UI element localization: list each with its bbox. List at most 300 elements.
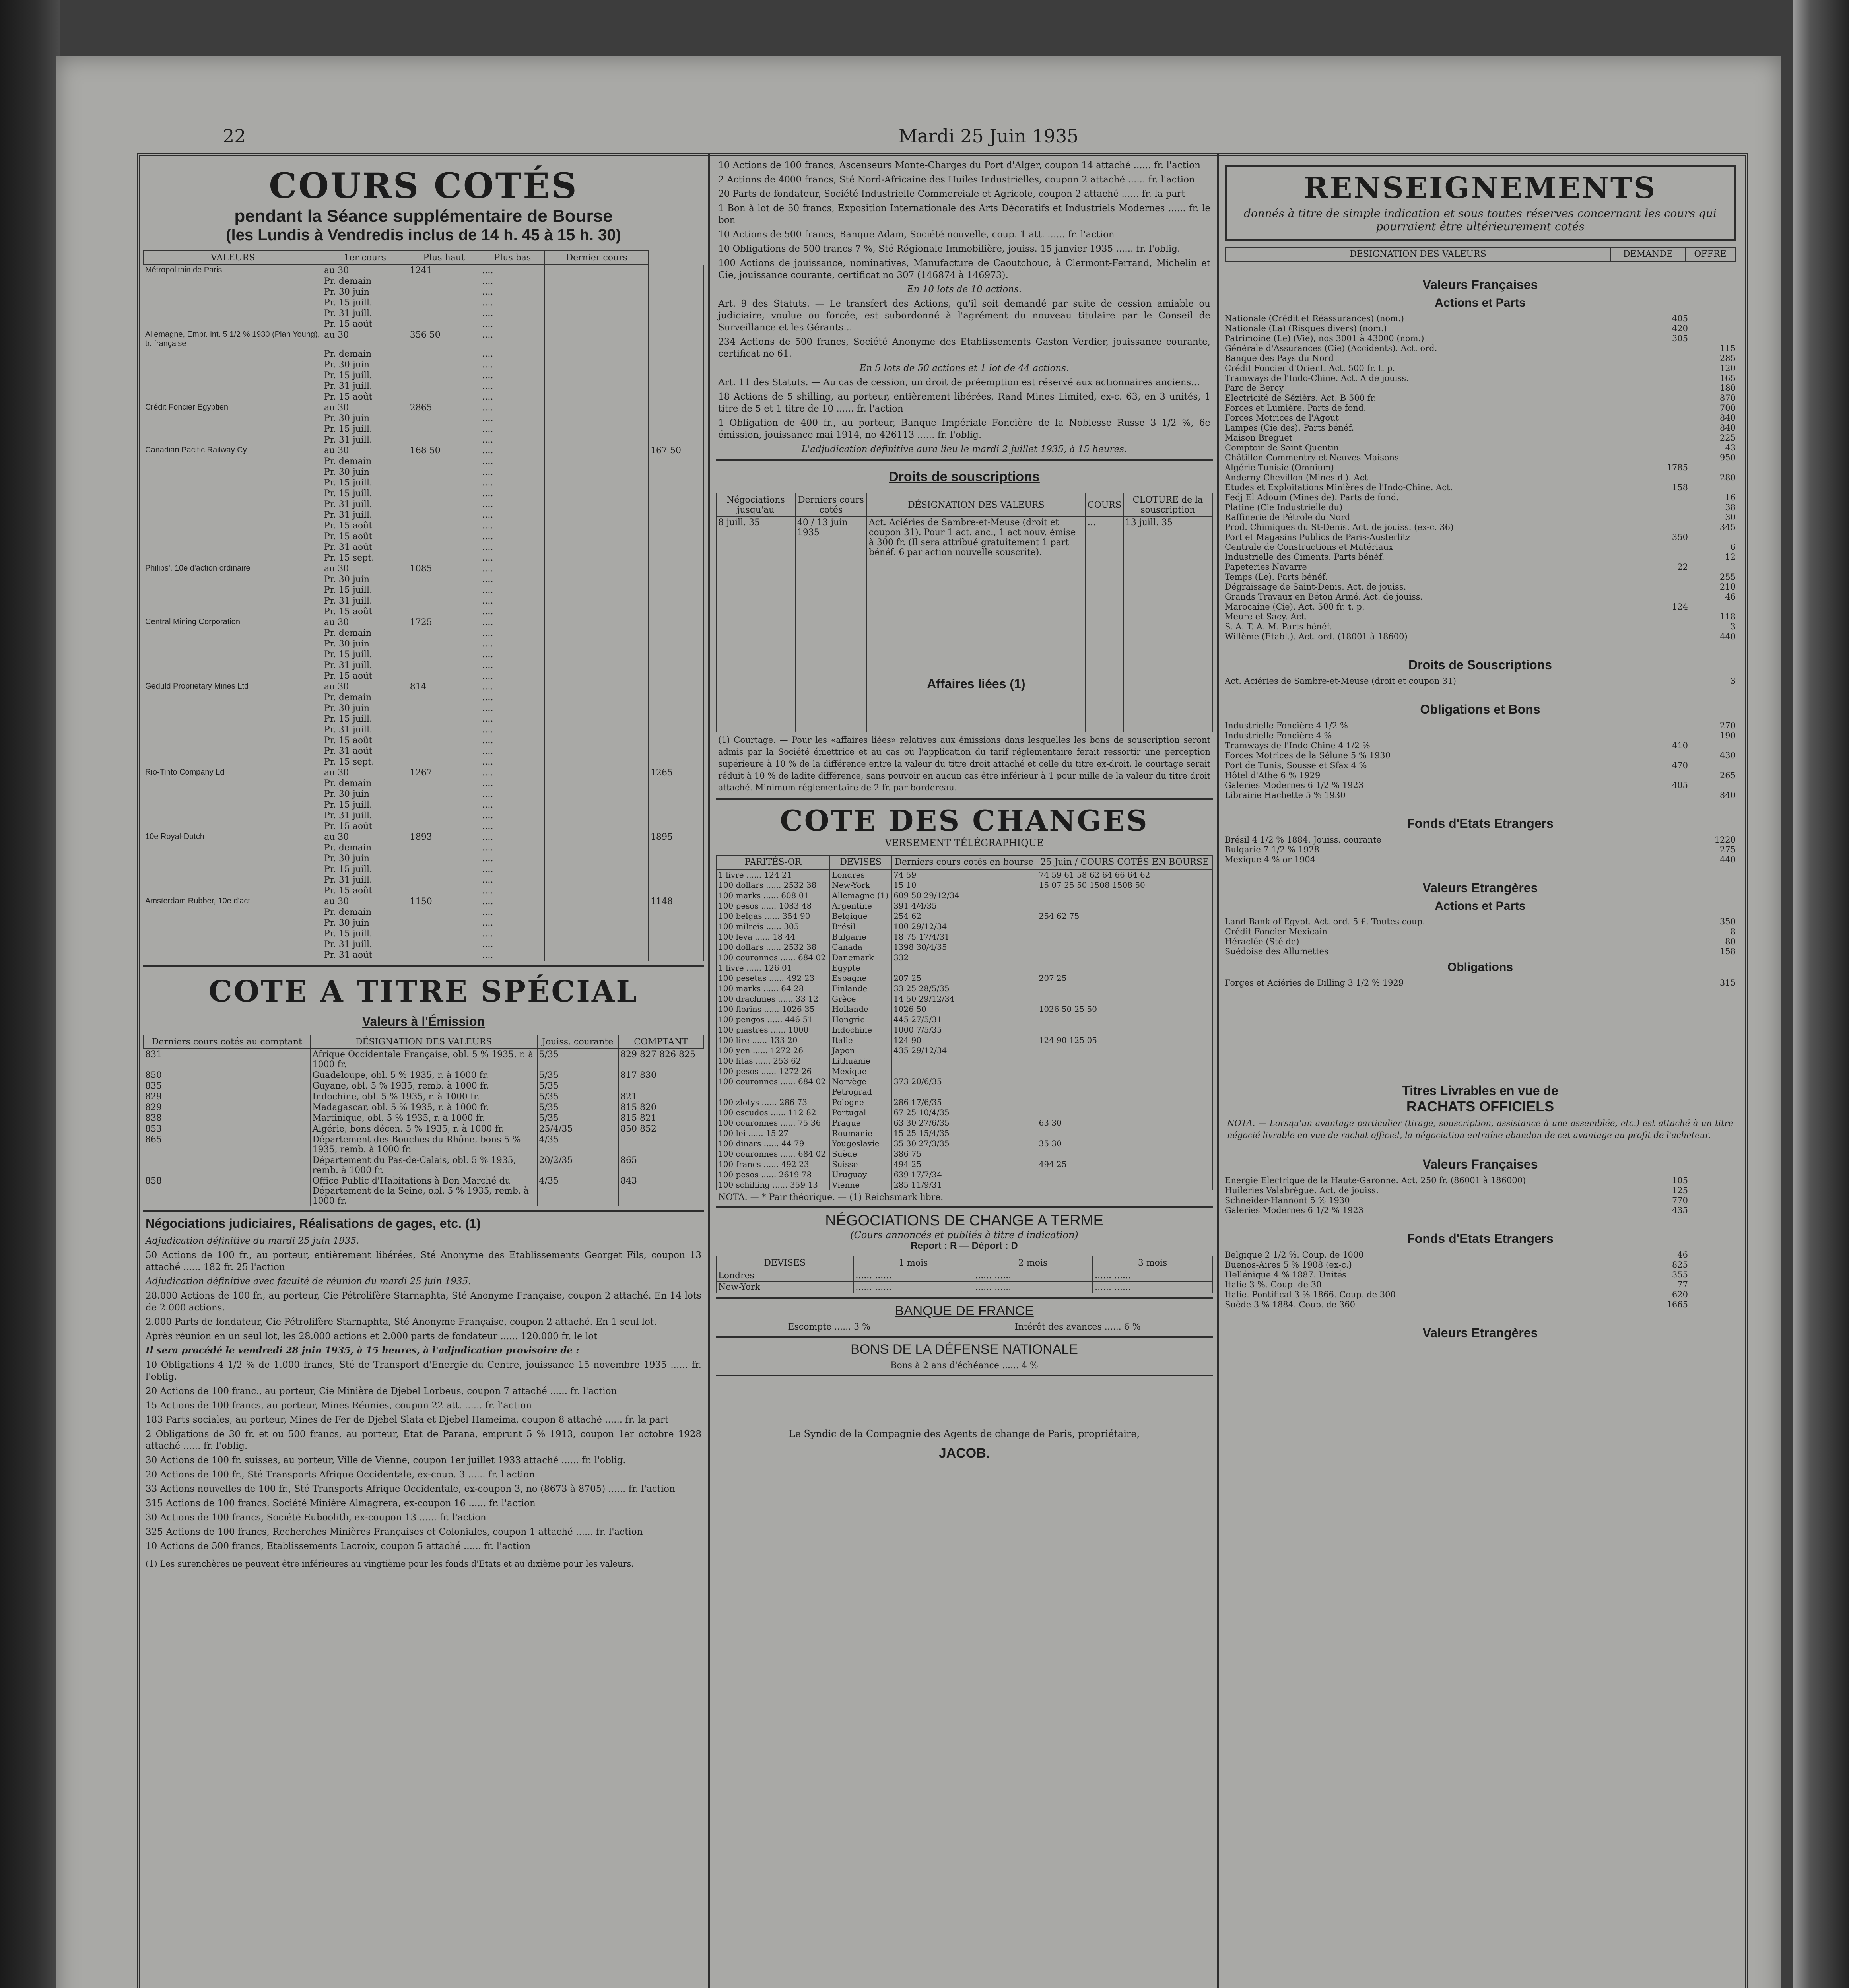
changes-dernier: 373 20/6/35 bbox=[891, 1076, 1037, 1087]
changes-cours bbox=[1037, 901, 1212, 911]
table-row bbox=[716, 1118, 1212, 1128]
valeur-first bbox=[408, 349, 480, 359]
changes-parite: 100 dollars ...... 2532 38 bbox=[716, 942, 830, 952]
valeur-low bbox=[545, 424, 649, 435]
valeur-term: Pr. demain bbox=[322, 349, 408, 359]
section-subheading: Actions et Parts bbox=[1435, 296, 1526, 309]
item-offre: 430 bbox=[1719, 751, 1736, 760]
table-row bbox=[144, 939, 703, 950]
item-demande: 124 bbox=[1672, 602, 1688, 612]
valeur-first bbox=[408, 359, 480, 370]
rachats-body bbox=[1225, 1157, 1736, 1340]
item-name: Lampes (Cie des). Parts bénéf. bbox=[1225, 423, 1354, 433]
renseignements-body bbox=[1225, 278, 1736, 988]
emission-name: Guadeloupe, obl. 5 % 1935, r. à 1000 fr. bbox=[311, 1070, 537, 1081]
item-demande bbox=[1640, 383, 1688, 393]
adjudication-item: 33 Actions nouvelles de 100 fr., Sté Transports Afrique Occidentale, ex-coupon 3, no (8673 à 8705) ...... fr. l'action bbox=[146, 1484, 675, 1494]
table-row bbox=[716, 1159, 1212, 1169]
table-row bbox=[144, 692, 703, 703]
valeur-high: .... bbox=[480, 499, 545, 510]
item-offre: 280 bbox=[1719, 473, 1736, 482]
valeur-term: Pr. 30 juin bbox=[322, 467, 408, 478]
valeur-first bbox=[408, 875, 480, 885]
item-demande: 22 bbox=[1677, 562, 1688, 572]
item-offre: 210 bbox=[1719, 582, 1736, 592]
valeur-first bbox=[408, 574, 480, 585]
item-offre bbox=[1688, 780, 1736, 790]
valeur-last bbox=[649, 574, 703, 585]
item-name: Belgique 2 1/2 %. Coup. de 1000 bbox=[1225, 1250, 1364, 1260]
terme-cell: ...... ...... bbox=[1093, 1270, 1212, 1281]
valeur-term: Pr. 15 août bbox=[322, 606, 408, 617]
bdf-avances: Intérêt des avances ...... 6 % bbox=[1014, 1322, 1141, 1332]
book-edge-right bbox=[1793, 0, 1849, 1988]
emission-jouiss: 5/35 bbox=[537, 1102, 619, 1113]
emission-comptant: 815 821 bbox=[620, 1113, 657, 1123]
item-demande bbox=[1640, 978, 1688, 988]
adjudication-item: 15 Actions de 100 francs, au porteur, Mines Réunies, coupon 22 att. ...... fr. l'action bbox=[146, 1400, 532, 1411]
item-name: Industrielle Foncière 4 % bbox=[1225, 731, 1332, 740]
valeur-term: Pr. demain bbox=[322, 692, 408, 703]
valeur-term: Pr. 15 juill. bbox=[322, 928, 408, 939]
valeur-term: Pr. demain bbox=[322, 843, 408, 853]
valeur-term: Pr. 15 juill. bbox=[322, 370, 408, 381]
emission-name: Algérie, bons décen. 5 % 1935, r. à 1000 fr. bbox=[311, 1124, 537, 1134]
item-name: Prod. Chimiques du St-Denis. Act. de jouiss. (ex-c. 36) bbox=[1225, 522, 1454, 532]
valeur-high: .... bbox=[480, 606, 545, 617]
valeur-first: 1085 bbox=[408, 563, 480, 574]
valeur-first bbox=[408, 488, 480, 499]
emission-cours: 838 bbox=[144, 1113, 311, 1124]
valeur-first bbox=[408, 510, 480, 520]
section-heading: Valeurs Etrangères bbox=[1422, 1326, 1538, 1340]
list-item bbox=[1225, 353, 1736, 363]
emission-comptant: 850 852 bbox=[620, 1124, 657, 1134]
item-offre: 165 bbox=[1719, 373, 1736, 383]
item-demande: 405 bbox=[1672, 314, 1688, 323]
item-demande: 825 bbox=[1672, 1260, 1688, 1270]
item-name: Maison Breguet bbox=[1225, 433, 1293, 443]
changes-devise: Suisse bbox=[830, 1159, 891, 1169]
list-item bbox=[1225, 602, 1736, 612]
item-name: Willème (Etabl.). Act. ord. (18001 à 18600) bbox=[1225, 632, 1408, 641]
adjudication-item: En 10 lots de 10 actions. bbox=[907, 284, 1022, 295]
valeur-term: Pr. 30 juin bbox=[322, 918, 408, 928]
adjudication-2-title: Adjudication définitive avec faculté de réunion du mardi 25 juin 1935. bbox=[146, 1276, 471, 1287]
adjudication-item: 10 Actions de 500 francs, Banque Adam, Société nouvelle, coup. 1 att. ...... fr. l'action bbox=[718, 229, 1115, 240]
sousc-jusqu: 8 juill. 35 bbox=[716, 517, 795, 732]
valeur-first bbox=[408, 585, 480, 596]
table-row bbox=[144, 843, 703, 853]
valeur-name bbox=[144, 692, 322, 703]
changes-dernier: 14 50 29/12/34 bbox=[891, 994, 1037, 1004]
item-offre: 350 bbox=[1719, 917, 1736, 926]
left-column bbox=[143, 157, 704, 1572]
item-demande: 77 bbox=[1677, 1280, 1688, 1289]
valeur-term: Pr. 15 août bbox=[322, 531, 408, 542]
valeur-term: Pr. demain bbox=[322, 276, 408, 287]
valeur-name bbox=[144, 789, 322, 800]
item-demande bbox=[1640, 612, 1688, 622]
affaires-liees-title: Affaires liées (1) bbox=[927, 677, 1025, 691]
terme-col: DEVISES bbox=[716, 1256, 853, 1270]
valeur-high: .... bbox=[480, 617, 545, 628]
valeur-name: Central Mining Corporation bbox=[145, 617, 241, 626]
item-offre bbox=[1688, 741, 1736, 751]
item-name: Forces Motrices de la Sélune 5 % 1930 bbox=[1225, 751, 1391, 760]
table-row bbox=[144, 928, 703, 939]
valeur-last: 1895 bbox=[649, 832, 703, 843]
item-offre bbox=[1688, 1176, 1736, 1186]
valeur-high: .... bbox=[480, 681, 545, 692]
valeur-term: Pr. 15 juill. bbox=[322, 714, 408, 724]
valeur-high: .... bbox=[480, 950, 545, 961]
book-spine-left bbox=[0, 0, 60, 1988]
changes-devise: Hongrie bbox=[830, 1014, 891, 1025]
valeur-high: .... bbox=[480, 510, 545, 520]
valeur-low bbox=[545, 488, 649, 499]
item-demande bbox=[1640, 542, 1688, 552]
list-item bbox=[1225, 741, 1736, 751]
table-row bbox=[144, 639, 703, 649]
item-demande: 435 bbox=[1672, 1206, 1688, 1215]
list-item bbox=[1225, 1250, 1736, 1260]
table-row bbox=[144, 308, 703, 319]
table-row bbox=[144, 1176, 703, 1206]
valeur-name bbox=[144, 757, 322, 767]
changes-cours bbox=[1037, 1097, 1212, 1107]
item-demande bbox=[1640, 393, 1688, 403]
changes-devise: Espagne bbox=[830, 973, 891, 983]
adjudication-item: L'adjudication définitive aura lieu le mardi 2 juillet 1935, à 15 heures. bbox=[801, 444, 1127, 454]
item-name: Bulgarie 7 1/2 % 1928 bbox=[1225, 845, 1320, 854]
adjudication-item: 100 Actions de jouissance, nominatives, Manufacture de Caoutchouc, à Clermont-Ferrand, Michelin et Cie, jouissance courante, certificat no 307 (146874 à 146973). bbox=[718, 258, 1210, 280]
sousc-col: CLOTURE de la souscription bbox=[1123, 493, 1212, 517]
item-name: Industrielle Foncière 4 1/2 % bbox=[1225, 721, 1348, 730]
item-offre: 12 bbox=[1725, 552, 1736, 562]
changes-cours bbox=[1037, 994, 1212, 1004]
changes-nota: NOTA. — * Pair théorique. — (1) Reichsmark libre. bbox=[718, 1192, 944, 1202]
adjudication-item: 315 Actions de 100 francs, Société Minière Almagrera, ex-coupon 16 ...... fr. l'action bbox=[146, 1498, 536, 1508]
emission-col: Derniers cours cotés au comptant bbox=[144, 1035, 311, 1049]
list-item bbox=[1225, 845, 1736, 855]
valeur-last bbox=[649, 553, 703, 563]
changes-dernier: 285 11/9/31 bbox=[891, 1180, 1037, 1190]
valeur-high: .... bbox=[480, 370, 545, 381]
table-row bbox=[716, 921, 1212, 932]
valeur-low bbox=[545, 746, 649, 757]
table-row bbox=[716, 1281, 1212, 1293]
emission-cours: 865 bbox=[144, 1134, 311, 1155]
valeur-first bbox=[408, 810, 480, 821]
item-offre: 840 bbox=[1719, 413, 1736, 423]
adjudication-item: 10 Actions de 500 francs, Etablissements Lacroix, coupon 5 attaché ...... fr. l'action bbox=[146, 1541, 531, 1551]
table-row bbox=[144, 413, 703, 424]
valeur-low bbox=[545, 531, 649, 542]
valeur-name bbox=[144, 853, 322, 864]
valeur-low bbox=[545, 671, 649, 681]
changes-devise: Norvège bbox=[830, 1076, 891, 1087]
valeur-last bbox=[649, 757, 703, 767]
list-item bbox=[1225, 522, 1736, 532]
valeur-first bbox=[408, 703, 480, 714]
emission-name: Indochine, obl. 5 % 1935, r. à 1000 fr. bbox=[311, 1091, 537, 1102]
valeur-name bbox=[144, 778, 322, 789]
item-demande bbox=[1640, 937, 1688, 947]
item-offre bbox=[1688, 1186, 1736, 1196]
valeur-high: .... bbox=[480, 939, 545, 950]
valeur-high: .... bbox=[480, 896, 545, 907]
changes-parite: 100 couronnes ...... 684 02 bbox=[716, 1149, 830, 1159]
valeur-name bbox=[144, 392, 322, 402]
valeur-low bbox=[545, 639, 649, 649]
valeur-last bbox=[649, 714, 703, 724]
negociations-title: Négociations judiciaires, Réalisations de gages, etc. (1) bbox=[146, 1216, 481, 1231]
section-heading: Valeurs Françaises bbox=[1422, 1157, 1538, 1171]
valeur-last bbox=[649, 456, 703, 467]
changes-dernier: 1398 30/4/35 bbox=[891, 942, 1037, 952]
item-name: Schneider-Hannont 5 % 1930 bbox=[1225, 1196, 1350, 1205]
valeur-low bbox=[545, 370, 649, 381]
emission-name: Département du Pas-de-Calais, obl. 5 % 1935, remb. à 1000 fr. bbox=[311, 1155, 537, 1176]
item-demande bbox=[1640, 927, 1688, 937]
changes-title: COTE DES CHANGES bbox=[780, 804, 1149, 837]
list-item bbox=[1225, 562, 1736, 572]
valeur-name bbox=[144, 349, 322, 359]
changes-dernier: 100 29/12/34 bbox=[891, 921, 1037, 932]
valeur-last bbox=[649, 928, 703, 939]
valeur-last bbox=[649, 542, 703, 553]
valeur-name: Geduld Proprietary Mines Ltd bbox=[145, 682, 249, 691]
valeur-high: .... bbox=[480, 724, 545, 735]
item-demande bbox=[1640, 493, 1688, 503]
valeur-name bbox=[144, 308, 322, 319]
adjudication-item: 20 Actions de 100 franc., au porteur, Cie Minière de Djebel Lorbeus, coupon 7 attaché ...... fr. l'action bbox=[146, 1386, 617, 1396]
item-name: Industrielle des Ciments. Parts bénéf. bbox=[1225, 552, 1385, 562]
valeur-last bbox=[649, 703, 703, 714]
valeur-last bbox=[649, 478, 703, 488]
item-offre bbox=[1688, 1250, 1736, 1260]
adjudication-3-text: 2.000 Parts de fondateur, Cie Pétrolifère Starnaphta, Sté Anonyme Française, coupon 2 attaché. En 1 seul lot. bbox=[146, 1317, 657, 1327]
valeur-first bbox=[408, 639, 480, 649]
item-name: Algérie-Tunisie (Omnium) bbox=[1225, 463, 1334, 472]
valeur-high: .... bbox=[480, 445, 545, 456]
item-demande: 158 bbox=[1672, 483, 1688, 492]
valeur-first bbox=[408, 928, 480, 939]
changes-cours bbox=[1037, 921, 1212, 932]
valeur-high: .... bbox=[480, 767, 545, 778]
signature: JACOB. bbox=[938, 1446, 990, 1461]
valeur-low bbox=[545, 435, 649, 445]
item-demande bbox=[1640, 947, 1688, 957]
sousc-col: DÉSIGNATION DES VALEURS bbox=[867, 493, 1086, 517]
item-name: Grands Travaux en Béton Armé. Act. de jouiss. bbox=[1225, 592, 1423, 602]
table-row bbox=[716, 890, 1212, 901]
item-offre: 950 bbox=[1719, 453, 1736, 462]
valeur-high: .... bbox=[480, 413, 545, 424]
adjudication-item: Art. 11 des Statuts. — Au cas de cession, un droit de préemption est réservé aux actionnaires anciens... bbox=[718, 377, 1200, 388]
valeur-low bbox=[545, 757, 649, 767]
item-name: Act. Aciéries de Sambre-et-Meuse (droit et coupon 31) bbox=[1225, 676, 1456, 686]
item-offre: 270 bbox=[1719, 721, 1736, 730]
valeur-last bbox=[649, 660, 703, 671]
list-item bbox=[1225, 622, 1736, 632]
changes-cours bbox=[1037, 1014, 1212, 1025]
table-row bbox=[144, 1113, 703, 1124]
cc-col: 1er cours bbox=[322, 251, 408, 265]
item-offre bbox=[1688, 1196, 1736, 1206]
emission-col: DÉSIGNATION DES VALEURS bbox=[311, 1035, 537, 1049]
table-row bbox=[144, 950, 703, 961]
changes-cours: 207 25 bbox=[1037, 973, 1212, 983]
valeur-high: .... bbox=[480, 308, 545, 319]
bdn-row: Bons à 2 ans d'échéance ...... 4 % bbox=[890, 1361, 1038, 1371]
cours-cotes-title: COURS COTÉS bbox=[269, 165, 578, 206]
item-name: Tramways de l'Indo-Chine. Act. A de jouiss. bbox=[1225, 373, 1409, 383]
emission-name: Guyane, obl. 5 % 1935, remb. à 1000 fr. bbox=[311, 1081, 537, 1091]
item-demande bbox=[1640, 731, 1688, 741]
table-row bbox=[144, 1091, 703, 1102]
table-row bbox=[144, 735, 703, 746]
table-row bbox=[144, 649, 703, 660]
valeur-term: au 30 bbox=[322, 563, 408, 574]
table-row bbox=[144, 1102, 703, 1113]
table-row bbox=[716, 901, 1212, 911]
valeur-name bbox=[144, 520, 322, 531]
cc-col: VALEURS bbox=[144, 251, 322, 265]
valeur-low bbox=[545, 617, 649, 628]
valeur-low bbox=[545, 928, 649, 939]
item-offre: 16 bbox=[1725, 493, 1736, 502]
table-row bbox=[144, 703, 703, 714]
list-item bbox=[1225, 855, 1736, 865]
item-offre bbox=[1688, 761, 1736, 771]
item-offre: 345 bbox=[1719, 522, 1736, 532]
table-row bbox=[716, 942, 1212, 952]
changes-dernier: 494 25 bbox=[891, 1159, 1037, 1169]
valeur-name bbox=[144, 907, 322, 918]
item-name: Temps (Le). Parts bénéf. bbox=[1225, 572, 1328, 582]
valeur-name bbox=[144, 724, 322, 735]
item-name: Banque des Pays du Nord bbox=[1225, 353, 1334, 363]
item-name: Galeries Modernes 6 1/2 % 1923 bbox=[1225, 1206, 1364, 1215]
list-item bbox=[1225, 542, 1736, 552]
table-row bbox=[144, 746, 703, 757]
changes-parite: 100 yen ...... 1272 26 bbox=[716, 1045, 830, 1056]
column-separator-1 bbox=[708, 153, 710, 1988]
table-row bbox=[144, 349, 703, 359]
item-name: Galeries Modernes 6 1/2 % 1923 bbox=[1225, 780, 1364, 790]
changes-devise: Pologne bbox=[830, 1097, 891, 1107]
valeur-last bbox=[649, 297, 703, 308]
valeur-name bbox=[144, 800, 322, 810]
table-row bbox=[716, 994, 1212, 1004]
list-item bbox=[1225, 532, 1736, 542]
adjudication-item: 18 Actions de 5 shilling, au porteur, entièrement libérées, Rand Mines Limited, ex-c. 63, en 3 unités, 1 titre de 5 et 1 titre de 10 ...... fr. l'action bbox=[718, 392, 1210, 414]
list-item bbox=[1225, 1300, 1736, 1310]
changes-dernier: 332 bbox=[891, 952, 1037, 963]
valeur-name bbox=[144, 370, 322, 381]
adjudication-item: 20 Actions de 100 fr., Sté Transports Afrique Occidentale, ex-coup. 3 ...... fr. l'action bbox=[146, 1470, 535, 1480]
valeur-high: .... bbox=[480, 297, 545, 308]
item-offre: 80 bbox=[1725, 937, 1736, 946]
changes-devise: Hollande bbox=[830, 1004, 891, 1014]
terme-subtitle: (Cours annoncés et publiés à titre d'indication) bbox=[850, 1229, 1078, 1241]
changes-cours: 1026 50 25 50 bbox=[1037, 1004, 1212, 1014]
item-demande bbox=[1640, 632, 1688, 642]
terme-col: 1 mois bbox=[853, 1256, 973, 1270]
list-item bbox=[1225, 1260, 1736, 1270]
item-offre: 1220 bbox=[1714, 835, 1736, 845]
valeur-first bbox=[408, 413, 480, 424]
valeur-term: Pr. 30 juin bbox=[322, 703, 408, 714]
valeur-low bbox=[545, 520, 649, 531]
table-row bbox=[144, 445, 703, 456]
item-name: Générale d'Assurances (Cie) (Accidents). Act. ord. bbox=[1225, 344, 1437, 353]
valeur-term: Pr. 31 août bbox=[322, 542, 408, 553]
item-offre: 6 bbox=[1730, 542, 1736, 552]
item-offre bbox=[1688, 334, 1736, 344]
item-offre: 38 bbox=[1725, 503, 1736, 512]
valeur-high: .... bbox=[480, 520, 545, 531]
item-name: S. A. T. A. M. Parts bénéf. bbox=[1225, 622, 1332, 631]
valeur-last bbox=[649, 617, 703, 628]
changes-devise: Brésil bbox=[830, 921, 891, 932]
changes-cours bbox=[1037, 1056, 1212, 1066]
col-offre: OFFRE bbox=[1685, 247, 1735, 261]
valeur-first bbox=[408, 778, 480, 789]
valeur-name bbox=[144, 585, 322, 596]
changes-devise: Indochine bbox=[830, 1025, 891, 1035]
table-row bbox=[144, 435, 703, 445]
item-name: Mexique 4 % or 1904 bbox=[1225, 855, 1316, 864]
valeur-low bbox=[545, 392, 649, 402]
valeur-last bbox=[649, 520, 703, 531]
valeur-term: Pr. 30 juin bbox=[322, 789, 408, 800]
item-name: Marocaine (Cie). Act. 500 fr. t. p. bbox=[1225, 602, 1365, 612]
terme-cell: ...... ...... bbox=[1093, 1281, 1212, 1293]
item-name: Héraclée (Sté de) bbox=[1225, 937, 1299, 946]
valeur-high: .... bbox=[480, 563, 545, 574]
changes-devise: Mexique bbox=[830, 1066, 891, 1076]
table-row bbox=[716, 911, 1212, 921]
item-demande: 355 bbox=[1672, 1270, 1688, 1279]
valeur-high: .... bbox=[480, 703, 545, 714]
changes-dernier: 286 17/6/35 bbox=[891, 1097, 1037, 1107]
valeur-last: 1265 bbox=[649, 767, 703, 778]
terme-devise: New-York bbox=[716, 1281, 853, 1293]
valeur-low bbox=[545, 660, 649, 671]
emission-cours: 831 bbox=[144, 1049, 311, 1070]
adjudication-item: 1 Bon à lot de 50 francs, Exposition Internationale des Arts Décoratifs et Industriels Modernes ...... fr. le bon bbox=[718, 203, 1210, 225]
valeur-term: Pr. 30 juin bbox=[322, 639, 408, 649]
item-offre bbox=[1688, 1290, 1736, 1300]
table-row bbox=[144, 1134, 703, 1155]
changes-dernier: 1000 7/5/35 bbox=[891, 1025, 1037, 1035]
valeur-high: .... bbox=[480, 821, 545, 832]
item-demande bbox=[1640, 917, 1688, 927]
valeur-first bbox=[408, 735, 480, 746]
list-item bbox=[1225, 731, 1736, 741]
table-row bbox=[144, 778, 703, 789]
valeur-first bbox=[408, 746, 480, 757]
changes-dernier: 15 25 15/4/35 bbox=[891, 1128, 1037, 1138]
valeur-name bbox=[144, 287, 322, 297]
table-row bbox=[144, 381, 703, 392]
item-offre: 440 bbox=[1719, 632, 1736, 641]
item-demande bbox=[1640, 443, 1688, 453]
valeur-term: Pr. 15 août bbox=[322, 319, 408, 330]
